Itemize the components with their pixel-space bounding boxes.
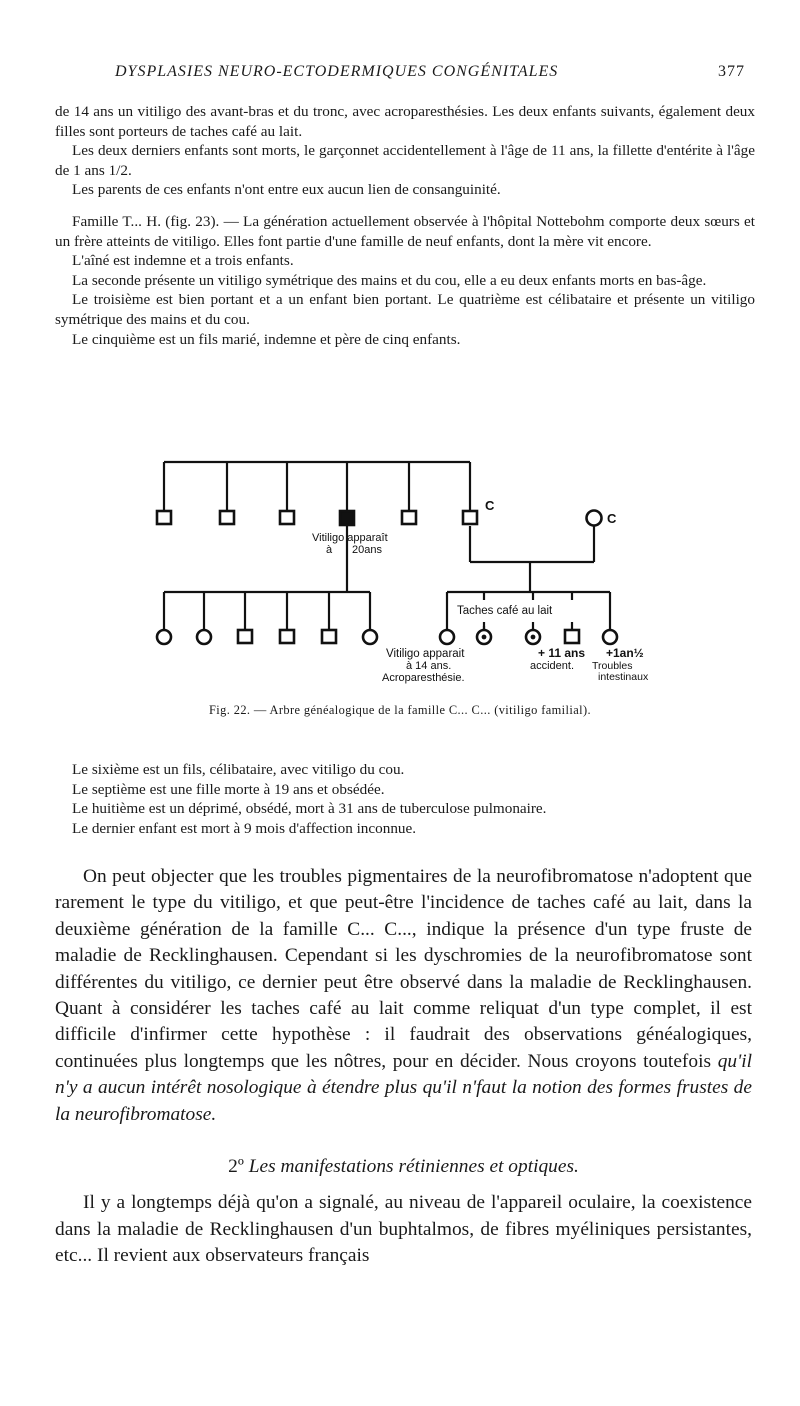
- male-symbol: [280, 630, 294, 643]
- paragraph: Le huitième est un déprimé, obsédé, mort à 31 ans de tuberculose pulmonaire.: [72, 800, 547, 818]
- paragraph: Le dernier enfant est mort à 9 mois d'affection inconnue.: [72, 819, 417, 837]
- note-acroparesthesie: Acroparesthésie.: [382, 672, 465, 684]
- male-unaffected-symbol: [157, 511, 171, 524]
- female-deceased-symbol: [603, 630, 617, 644]
- female-symbol: [197, 630, 211, 644]
- female-symbol: [363, 630, 377, 644]
- paragraph: Les parents de ces enfants n'ont entre eux aucun lien de consanguinité.: [72, 181, 501, 199]
- male-unaffected-symbol: [402, 511, 416, 524]
- male-unaffected-symbol: [463, 511, 477, 524]
- note-death-girl-cause-2: intestinaux: [598, 671, 649, 683]
- paragraph: de 14 ans un vitiligo des avant-bras et du tronc, avec acroparesthésies. Les deux enfants suivants, également deux filles sont porteurs de taches café au lait.: [55, 103, 755, 140]
- running-head: [115, 63, 745, 81]
- paragraph: Le sixième est un fils, célibataire, avec vitiligo du cou.: [72, 761, 405, 778]
- section-heading: [55, 1154, 752, 1180]
- male-deceased-symbol: [565, 630, 579, 643]
- paragraph: Les deux derniers enfants sont morts, le garçonnet accidentellement à l'âge de 11 ans, la fillette d'entérite à l'âge de 1 ans 1/2.: [55, 142, 755, 179]
- paragraph: L'aîné est indemne et a trois enfants.: [72, 252, 294, 270]
- note-vitiligo-gen1: Vitiligo apparaît: [312, 532, 388, 544]
- female-spouse-symbol: [587, 511, 602, 526]
- page-number: 377: [718, 63, 745, 80]
- section-title: Les manifestations rétiniennes et optiques.: [248, 1156, 579, 1178]
- note-death-boy-cause: accident.: [530, 660, 575, 672]
- running-title: DYSPLASIES NEURO-ECTODERMIQUES CONGÉNITALES: [115, 63, 559, 80]
- paragraph: Le troisième est bien portant et a un enfant bien portant. Le quatrième est célibataire et présente un vitiligo symétrique des mains et du cou.: [55, 291, 755, 328]
- note-vitiligo-gen1-age: 20ans: [352, 544, 382, 556]
- note-vitiligo-gen1-a: à: [326, 544, 333, 556]
- paragraph-famille-th: Famille T... H. (fig. 23). — La génération actuellement observée à l'hôpital Nottebohm comporte deux sœurs et un frère atteints de vitiligo. Elles font partie d'une famille de neuf enfants, dont la mère vit encore.: [55, 212, 755, 250]
- note-vitiligo-gen2-age: à 14 ans.: [406, 660, 452, 672]
- female-affected-symbol: [440, 630, 454, 644]
- body-paragraph: Il y a longtemps déjà qu'on a signalé, au niveau de l'appareil oculaire, la coexistence dans la maladie de Recklinghausen d'un buphtalmos, de fibres myéliniques persistantes, etc... Il revient aux observateurs français: [55, 1192, 752, 1267]
- section-number: 2º: [228, 1156, 249, 1178]
- paragraph: La seconde présente un vitiligo symétrique des mains et du cou, elle a eu deux enfants morts en bas-âge.: [72, 271, 707, 289]
- male-unaffected-symbol: [280, 511, 294, 524]
- male-symbol: [238, 630, 252, 643]
- pedigree-figure: [0, 440, 800, 740]
- label-c-husband: C: [485, 498, 495, 513]
- pedigree-diagram: [0, 440, 800, 740]
- note-vitiligo-gen2: Vitiligo apparait: [386, 648, 465, 660]
- paragraph: Le cinquième est un fils marié, indemne et père de cinq enfants.: [72, 330, 461, 348]
- male-unaffected-symbol: [220, 511, 234, 524]
- mid-text-block: [55, 760, 755, 838]
- note-taches-cafe-au-lait: Taches café au lait: [457, 605, 553, 617]
- paragraph: Le septième est une fille morte à 19 ans et obsédée.: [72, 780, 385, 798]
- body-paragraph-text: On peut objecter que les troubles pigmentaires de la neurofibromatose n'adoptent que rarement le type du vitiligo, et que peut-être l'incidence de taches café au lait, dans la deuxième génération de la famille C... C..., indique la présence d'un type fruste de maladie de Recklinghausen. Cependant si les dyschromies de la neurofibromatose sont différentes du vitiligo, ce dernier peut être observé dans la maladie de Recklinghausen. Quant à considérer les taches café au lait comme reliquat d'un type complet, il est difficile d'infirmer cette hypothèse : il faudrait des observations généalogiques, continuées plus longtemps que les nôtres, pour en décider. Nous croyons toutefois: [55, 866, 752, 1072]
- note-death-boy: + 11 ans: [538, 646, 586, 660]
- male-affected-symbol: [340, 511, 354, 525]
- female-symbol: [157, 630, 171, 644]
- top-text-block: [55, 102, 755, 349]
- body-text-block: [55, 864, 752, 1270]
- label-c-wife: C: [607, 511, 617, 526]
- body-paragraph: [55, 864, 752, 1128]
- note-death-girl-cause: Troubles: [592, 660, 633, 672]
- male-symbol: [322, 630, 336, 643]
- figure-caption: Fig. 22. — Arbre généalogique de la famille C... C... (vitiligo familial).: [209, 703, 591, 717]
- note-death-girl: +1an½: [606, 646, 644, 660]
- body-paragraph-italic: qu'il n'y a aucun intérêt nosologique à étendre plus qu'il n'faut la notion des formes frustes de la neurofibromatose.: [55, 1050, 752, 1125]
